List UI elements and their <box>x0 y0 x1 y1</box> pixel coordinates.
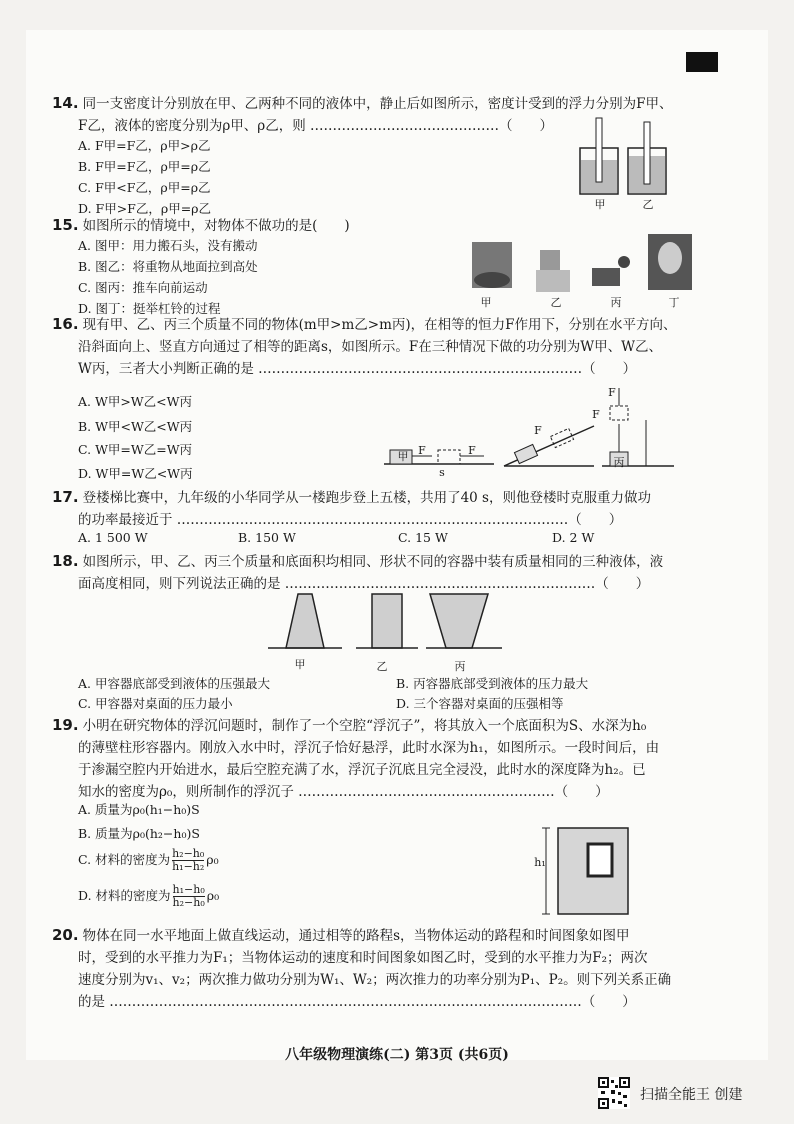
question-text: 登楼梯比赛中，九年级的小华同学从一楼跑步登上五楼，共用了40 s，则他登楼时克服重力做功 <box>82 490 651 506</box>
option-c[interactable]: C. 15 W <box>398 530 448 545</box>
option-d[interactable]: D. 图丁：挺举杠铃的过程 <box>78 301 221 316</box>
question-number: 19. <box>52 716 79 734</box>
fraction <box>172 848 204 873</box>
question-20 <box>52 924 712 1013</box>
question-text: 于渗漏空腔内开始进水，最后空腔充满了水，浮沉子沉底且完全浸没，此时水的深度降为h₂。已 <box>78 762 646 778</box>
question-text: 现有甲、乙、丙三个质量不同的物体(m甲>m乙>m丙)，在相等的恒力F作用下，分别在水平方向、 <box>82 317 677 333</box>
question-number: 20. <box>52 926 79 944</box>
numerator: h₂−h₀ <box>172 847 205 860</box>
option-a[interactable]: A. 甲容器底部受到液体的压强最大 <box>78 676 270 691</box>
option-c[interactable] <box>78 848 219 873</box>
figure-caption: 丁 <box>668 296 680 309</box>
corner-marker <box>686 52 718 72</box>
question-number: 14. <box>52 94 79 112</box>
question-number: 17. <box>52 488 79 506</box>
figure-label: F <box>592 408 600 421</box>
question-text: 速度分别为v₁、v₂；两次推力做功分别为W₁、W₂；两次推力的功率分别为P₁、P₂。则下列关系正确 <box>78 972 672 988</box>
question-17 <box>52 486 712 531</box>
option-a[interactable]: A. 1 500 W <box>78 530 148 545</box>
option-c[interactable]: C. 甲容器对桌面的压力最小 <box>78 696 233 711</box>
figure-label: F <box>534 424 542 437</box>
figure-caption: 丙 <box>610 296 622 309</box>
option-a[interactable]: A. 质量为ρ₀(h₁−h₀)S <box>78 802 200 817</box>
question-text: 如图所示的情境中，对物体不做功的是( ) <box>82 218 350 234</box>
option-d[interactable]: D. W甲=W乙<W丙 <box>78 466 193 481</box>
option-text: C. 材料的密度为 <box>78 852 171 867</box>
figure-label: h₁ <box>534 856 546 869</box>
numerator: h₁−h₀ <box>172 883 205 896</box>
option-d[interactable]: D. F甲>F乙，ρ甲=ρ乙 <box>78 201 212 216</box>
option-a[interactable]: A. 图甲：用力搬石头，没有搬动 <box>78 238 258 253</box>
option-c[interactable]: C. W甲=W乙=W丙 <box>78 442 193 457</box>
rho-symbol: ρ₀ <box>206 852 219 867</box>
option-a[interactable]: A. F甲=F乙，ρ甲>ρ乙 <box>78 138 211 153</box>
question-text: 知水的密度为ρ₀，则所制作的浮沉子 …………………………………………………（ ） <box>78 784 609 800</box>
question-text: W丙，三者大小判断正确的是 ………………………………………………………………（ ） <box>78 361 637 377</box>
figure-caption: 甲 <box>294 658 306 671</box>
figure-label: 丙 <box>613 456 625 469</box>
page-footer: 八年级物理演练(二) 第3页 (共6页) <box>285 1047 509 1063</box>
option-c[interactable]: C. F甲<F乙，ρ甲=ρ乙 <box>78 180 211 195</box>
question-number: 18. <box>52 552 79 570</box>
containers-figure <box>268 588 508 658</box>
option-b[interactable]: B. 图乙：将重物从地面拉到高处 <box>78 259 258 274</box>
option-a[interactable]: A. W甲>W乙<W丙 <box>78 394 192 409</box>
fraction <box>173 884 205 909</box>
figure-label: F <box>608 386 616 399</box>
option-b[interactable]: B. 丙容器底部受到液体的压力最大 <box>396 676 589 691</box>
figure-caption: 乙 <box>642 198 654 211</box>
question-text: 如图所示，甲、乙、丙三个质量和底面积均相同、形状不同的容器中装有质量相同的三种液体，液 <box>82 554 664 570</box>
denominator: h₂−h₀ <box>172 896 205 909</box>
option-b[interactable]: B. 质量为ρ₀(h₂−h₀)S <box>78 826 200 841</box>
figure-label: F <box>418 444 426 457</box>
question-text: 的薄壁柱形容器内。刚放入水中时，浮沉子恰好悬浮，此时水深为h₁，如图所示。一段时间后，由 <box>78 740 660 756</box>
question-16 <box>52 313 712 380</box>
option-d[interactable]: D. 三个容器对桌面的压强相等 <box>396 696 564 711</box>
option-b[interactable]: B. F甲=F乙，ρ甲=ρ乙 <box>78 159 211 174</box>
figure-caption: 丙 <box>454 660 466 673</box>
option-text: D. 材料的密度为 <box>78 888 171 903</box>
question-text: 沿斜面向上、竖直方向通过了相等的距离s，如图所示。F在三种情况下做的功分别为W甲、W乙、 <box>78 339 663 355</box>
option-b[interactable]: B. 150 W <box>238 530 296 545</box>
question-text: 同一支密度计分别放在甲、乙两种不同的液体中，静止后如图所示，密度计受到的浮力分别为F甲、 <box>82 96 673 112</box>
option-d[interactable] <box>78 884 219 909</box>
question-number: 16. <box>52 315 79 333</box>
question-text: F乙，液体的密度分别为ρ甲、ρ乙，则 ……………………………………（ ） <box>78 118 554 134</box>
denominator: h₁−h₂ <box>172 860 205 873</box>
question-text: 物体在同一水平地面上做直线运动，通过相等的路程s，当物体运动的路程和时间图象如图甲 <box>82 928 630 944</box>
qr-code-icon <box>598 1077 630 1109</box>
question-text: 时，受到的水平推力为F₁；当物体运动的速度和时间图象如图乙时，受到的水平推力为F₂；两次 <box>78 950 648 966</box>
figure-label: s <box>439 466 445 479</box>
figure-label: F <box>468 444 476 457</box>
option-c[interactable]: C. 图丙：推车向前运动 <box>78 280 208 295</box>
question-text: 小明在研究物体的浮沉问题时，制作了一个空腔“浮沉子”，将其放入一个底面积为S、水深为h₀ <box>82 718 647 734</box>
figure-caption: 乙 <box>550 296 562 309</box>
option-b[interactable]: B. W甲<W乙<W丙 <box>78 419 193 434</box>
figure-caption: 乙 <box>376 660 388 673</box>
hydrometer-figure <box>570 112 680 212</box>
figure-caption: 甲 <box>594 198 606 211</box>
figure-caption: 甲 <box>480 296 492 309</box>
question-text: 的功率最接近于 ……………………………………………………………………………（ ） <box>78 512 623 528</box>
scanner-brand: 扫描全能王 创建 <box>640 1087 743 1103</box>
question-number: 15. <box>52 216 79 234</box>
rho-symbol: ρ₀ <box>206 888 220 903</box>
question-text: 面高度相同，则下列说法正确的是 ……………………………………………………………（ ） <box>78 576 650 592</box>
question-text: 的是 ……………………………………………………………………………………………（ ） <box>78 994 636 1010</box>
question-19 <box>52 714 712 803</box>
work-scenes-figure <box>468 228 698 294</box>
option-d[interactable]: D. 2 W <box>552 530 595 545</box>
figure-label: 甲 <box>397 450 409 463</box>
